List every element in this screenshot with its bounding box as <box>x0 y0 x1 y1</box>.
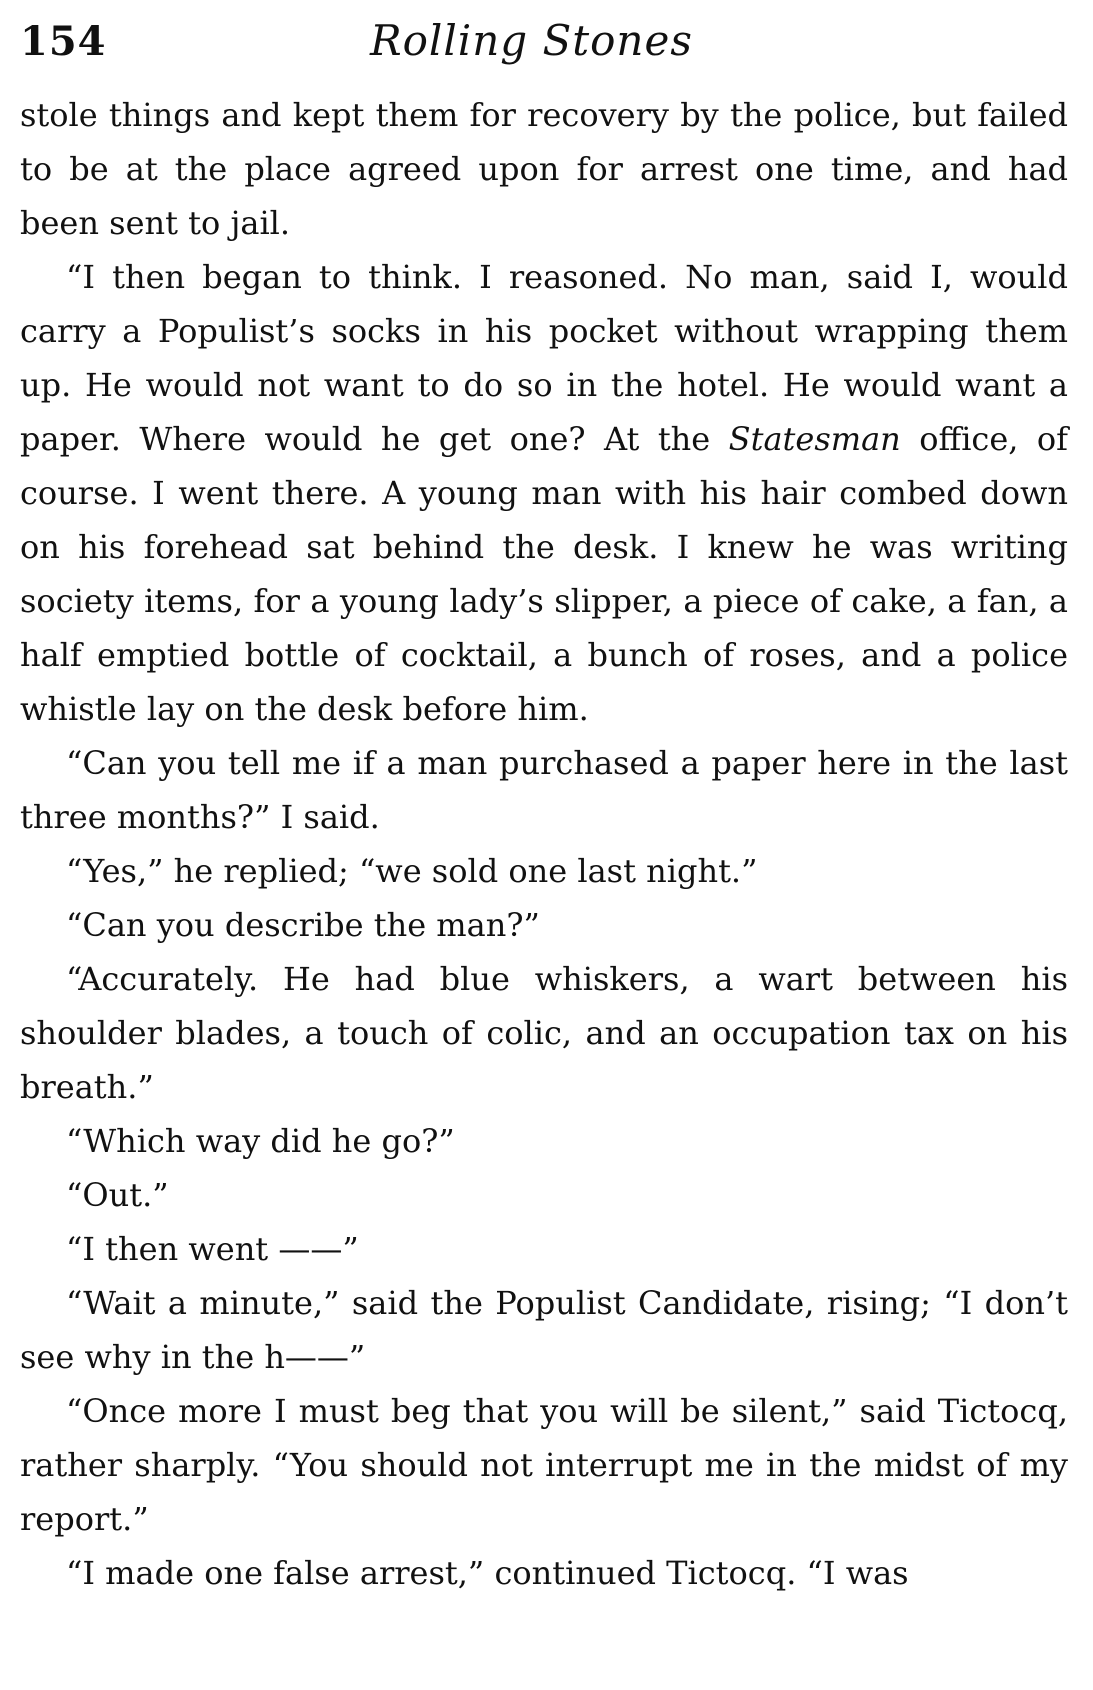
paragraph-10: “Wait a minute,” said the Populist Candidate, rising; “I don’t see why in the h——” <box>20 1284 1068 1376</box>
paragraph-4: “Yes,” he replied; “we sold one last night.” <box>66 852 758 890</box>
paragraph-3: “Can you tell me if a man purchased a paper here in the last three months?” I said. <box>20 744 1068 836</box>
newspaper-title: Statesman <box>728 420 901 458</box>
paragraph-12: “I made one false arrest,” continued Tictocq. “I was <box>66 1554 909 1592</box>
paragraph-6: “Accurately. He had blue whiskers, a wart between his shoulder blades, a touch of colic, and an occupation tax on his breath.” <box>20 960 1068 1106</box>
paragraph-5: “Can you describe the man?” <box>66 906 540 944</box>
page-number: 154 <box>20 18 107 65</box>
running-title: Rolling Stones <box>370 16 693 65</box>
running-head <box>20 18 1068 68</box>
paragraph-2-text-before: “I then began to think. I reasoned. No man, said I, would carry a Populist’s socks in his pocket without wrapping them up. He would not want to do so in the hotel. He would want a paper. Where would he get one? At the <box>20 258 1068 458</box>
paragraph-9: “I then went ——” <box>66 1230 359 1268</box>
paragraph-7: “Which way did he go?” <box>66 1122 455 1160</box>
paragraph-11: “Once more I must beg that you will be silent,” said Tictocq, rather sharply. “You should not interrupt me in the midst of my report.” <box>20 1392 1068 1538</box>
paragraph-2 <box>20 250 1068 736</box>
book-page <box>20 18 1068 1600</box>
paragraph-8: “Out.” <box>66 1176 169 1214</box>
body-text <box>20 88 1068 1600</box>
paragraph-2-text-after: office, of course. I went there. A young man with his hair combed down on his forehead sat behind the desk. I knew he was writing society items, for a young lady’s slipper, a piece of cake, a fan, a half emptied bottle of cocktail, a bunch of roses, and a police whistle lay on the desk before him. <box>20 420 1069 728</box>
paragraph-1: stole things and kept them for recovery by the police, but failed to be at the place agreed upon for arrest one time, and had been sent to jail. <box>20 96 1068 242</box>
